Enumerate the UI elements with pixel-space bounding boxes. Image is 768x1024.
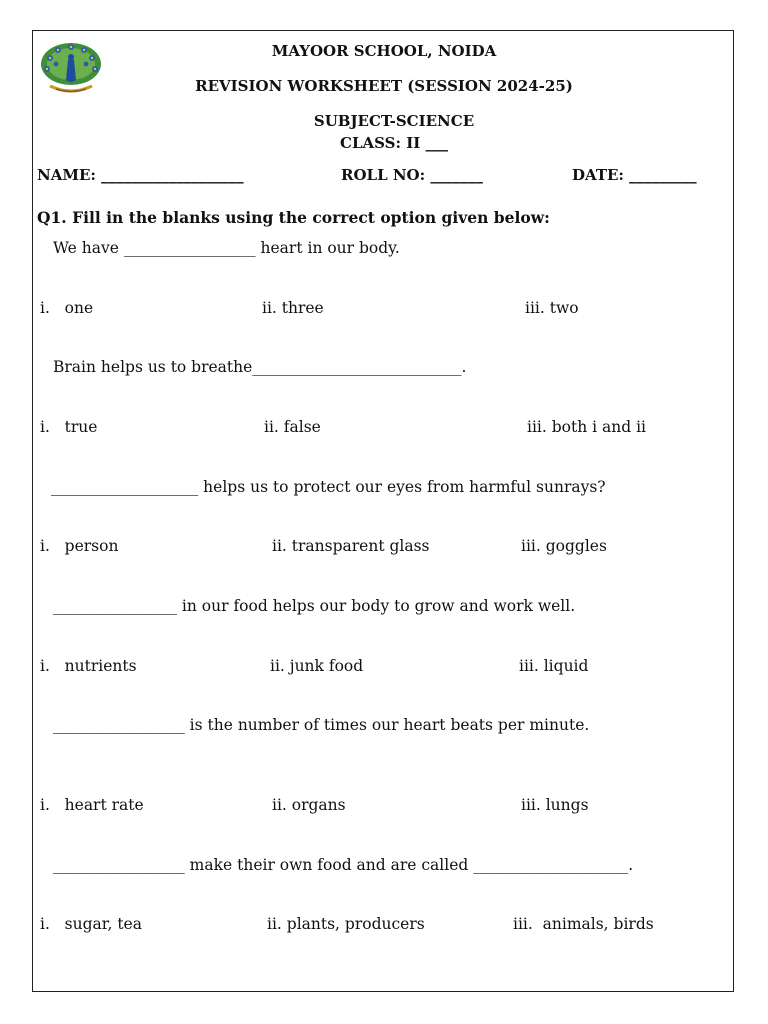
option-1: i. true: [40, 418, 98, 436]
subject-label: SUBJECT-SCIENCE: [313, 112, 475, 130]
option-1: i. nutrients: [40, 657, 137, 675]
question-text: Brain helps us to breathe___________________________.: [53, 358, 467, 376]
option-2: ii. junk food: [270, 657, 364, 675]
option-3: iii. goggles: [521, 537, 607, 555]
question-text: ________________ in our food helps our body to grow and work well.: [53, 597, 576, 615]
question-text: _________________ is the number of times our heart beats per minute.: [53, 716, 590, 734]
option-3: iii. lungs: [521, 796, 589, 814]
option-1: i. one: [40, 299, 94, 317]
section-title: Q1. Fill in the blanks using the correct option given below:: [37, 208, 550, 227]
option-3: iii. both i and ii: [527, 418, 646, 436]
option-2: ii. organs: [272, 796, 346, 814]
question-text: _________________ make their own food and are called ____________________.: [53, 856, 634, 874]
question-text: ___________________ helps us to protect our eyes from harmful sunrays?: [51, 478, 606, 496]
roll-no-field: ROLL NO: _______: [341, 166, 483, 184]
option-1: i. person: [40, 537, 119, 555]
worksheet-title: REVISION WORKSHEET (SESSION 2024-25): [195, 77, 573, 95]
option-2: ii. plants, producers: [267, 915, 425, 933]
question-text: We have _________________ heart in our body.: [53, 239, 400, 257]
name-field: NAME: ___________________: [37, 166, 244, 184]
date-field: DATE: _________: [572, 166, 697, 184]
option-3: iii. animals, birds: [513, 915, 654, 933]
option-2: ii. false: [264, 418, 321, 436]
option-3: iii. liquid: [519, 657, 589, 675]
option-2: ii. three: [262, 299, 324, 317]
option-3: iii. two: [525, 299, 579, 317]
school-name: MAYOOR SCHOOL, NOIDA: [271, 42, 497, 60]
option-1: i. sugar, tea: [40, 915, 142, 933]
option-1: i. heart rate: [40, 796, 144, 814]
option-2: ii. transparent glass: [272, 537, 430, 555]
class-label: CLASS: II ___: [340, 134, 448, 152]
